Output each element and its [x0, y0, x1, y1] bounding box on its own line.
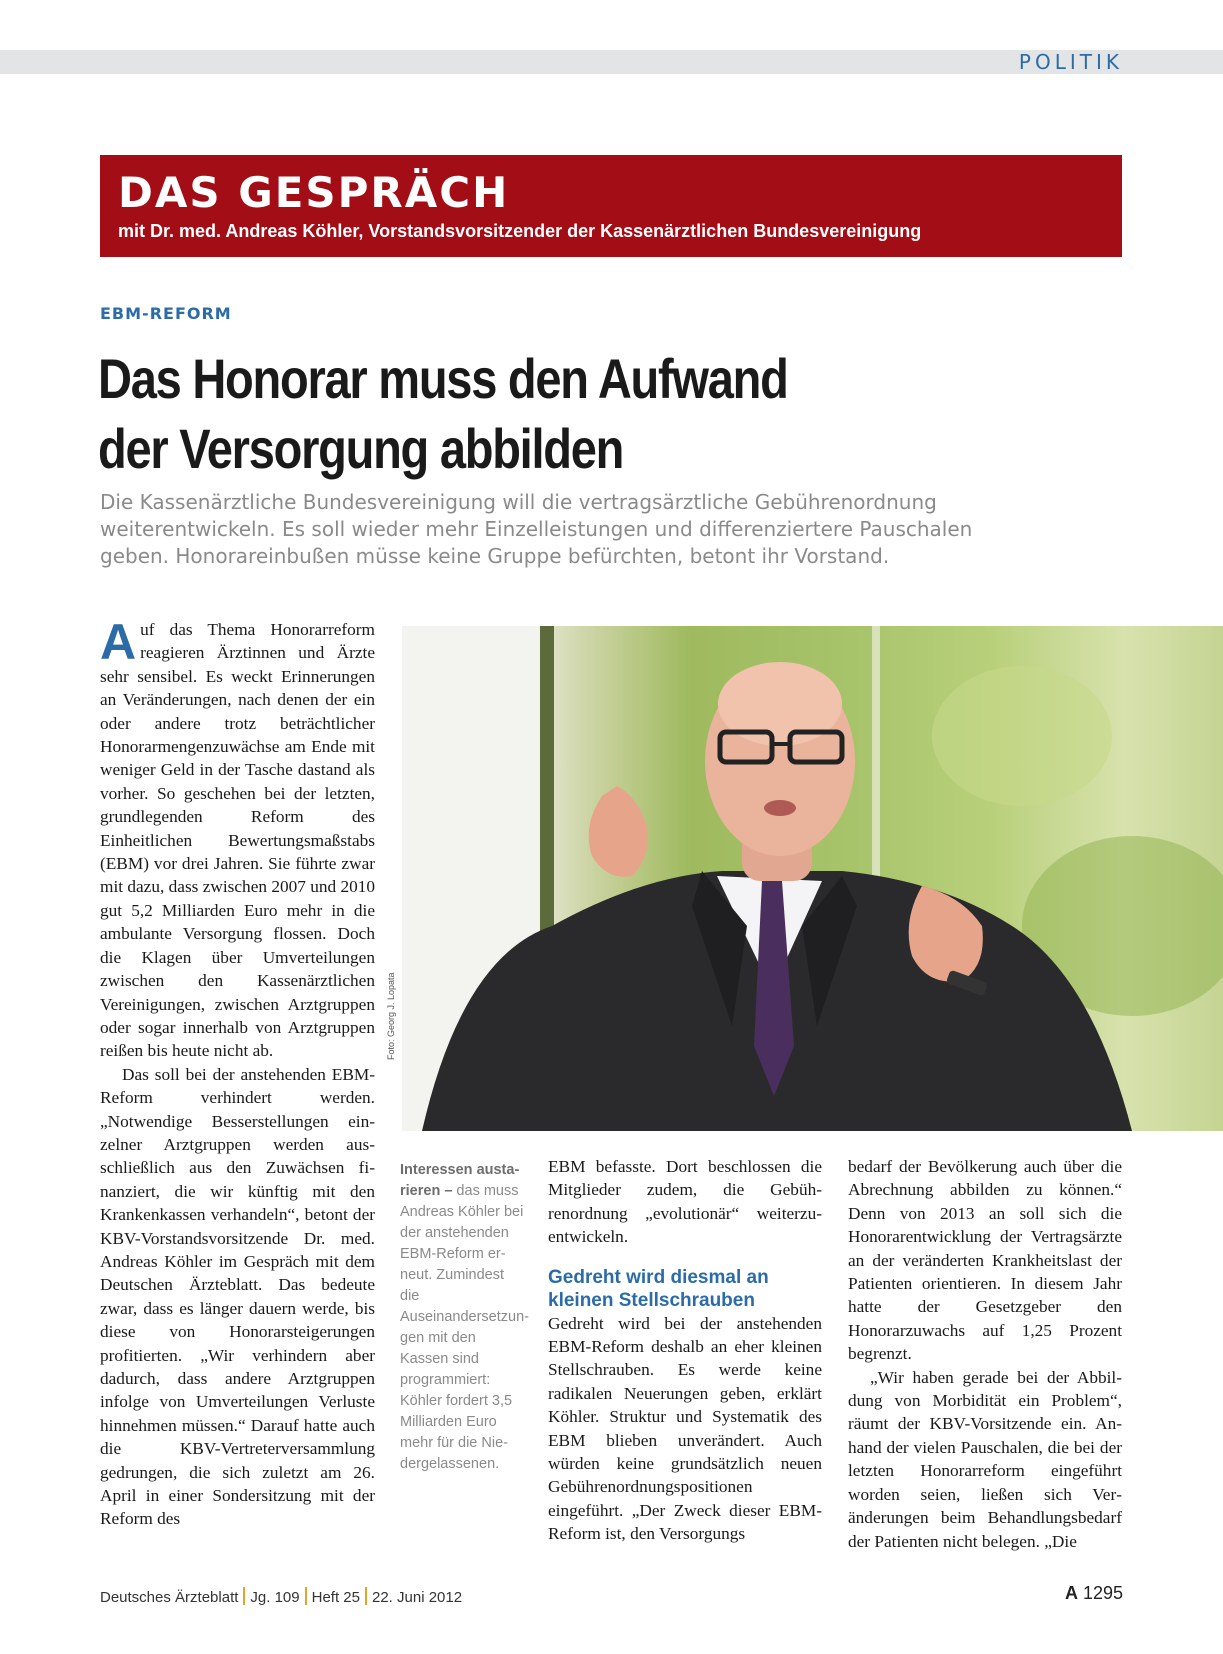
photo-credit: Foto: Georg J. Lopata: [386, 972, 396, 1060]
footer-divider: [365, 1587, 367, 1605]
page-prefix: A: [1064, 1583, 1078, 1603]
article-lede: Die Kassenärztliche Bundesvereinigung will die vertragsärztliche Gebührenordnung weiterentwickeln. Es soll wieder mehr Einzelleistungen und differenziertere Pauschalen geben. Honorareinbußen müsse keine Gruppe befürchten, betont ihr Vorstand.: [100, 490, 973, 568]
caption-lead: Interessen austarieren –: [400, 1162, 520, 1199]
paragraph: Das soll bei der anstehenden EBM-Reform verhindert werden. „Notwendige Besserstellungen einzelner Arztgruppen werden ausschließlich aus den Zuwächsen finanziert, die wir künftig mit den Krankenkassen verhandeln“, betont der KBV-Vorstandsvorsitzende Dr. med. Andreas Köhler im Gespräch mit dem Deutschen Ärzteblatt. Das bedeute zwar, dass es länger dauern werde, bis diese von Honorarsteigerungen profitierten. „Wir verhindern aber dadurch, dass andere Arztgruppen infolge von Umverteilungen Verluste hinnehmen müssen.“ Darauf hatte auch die KBV-Vertreterversammlung gedrungen, die sich zuletzt am 26. April in einer Sondersitzung mit der Reform des: [100, 1064, 375, 1529]
interview-banner: [100, 155, 1122, 257]
section-label: POLITIK: [1018, 50, 1123, 74]
text-column-1: [100, 614, 376, 1531]
text-column-3: [548, 1155, 822, 1546]
paragraph: bedarf der Bevölkerung auch über die Abrechnung abbilden zu können.“ Denn von 2013 an soll sich die Honorarentwicklung der Vertragsärzte an der veränderten Krankheitslast der Patienten orientieren. In diesem Jahr hatte der Gesetzgeber den Honorarzuwachs auf 1,25 Prozent begrenzt.: [848, 1157, 1122, 1364]
issue-date: 22. Juni 2012: [372, 1589, 463, 1606]
volume: Jg. 109: [250, 1589, 300, 1606]
paragraph: uf das Thema Honorarreform reagieren Ärztinnen und Ärzte sehr sensibel. Es weckt Erinnerungen an Veränderungen, nach denen der ein oder andere trotz beträchtlicher Honorarmengenzuwächse am Ende mit weniger Geld in der Tasche dastand als vorher. So geschehen bei der letzten, grundlegenden Reform des Einheitlichen Bewertungsmaßstabs (EBM) vor drei Jahren. Sie führte zwar mit dazu, dass zwischen 2007 und 2010 gut 5,2 Milliarden Euro mehr in die ambulante Versorgung flossen. Doch die Klagen über Umverteilungen zwischen den Kassenärztlichen Vereinigungen, zwischen Arztgruppen oder sogar innerhalb von Arztgruppen reißen bis heute nicht ab.: [100, 620, 376, 1061]
issue: Heft 25: [311, 1589, 360, 1606]
banner-subtitle: mit Dr. med. Andreas Köhler, Vorstandsvorsitzender der Kassenärztlichen Bundesvereinigung: [118, 221, 922, 241]
footer-divider: [305, 1587, 307, 1605]
paragraph: EBM befasste. Dort beschlossen die Mitglieder zudem, die Gebührenordnung „evolutionär“ weiterzuentwickeln.: [548, 1157, 822, 1247]
headline-line-1: Das Honorar muss den Aufwand: [98, 347, 788, 410]
footer-divider: [243, 1587, 245, 1605]
drop-cap: A: [100, 614, 137, 670]
page-number: [1065, 1583, 1123, 1604]
banner-title: DAS GESPRÄCH: [118, 168, 510, 217]
caption-text: das muss Andreas Köhler bei der anstehenden EBM-Reform erneut. Zumindest die Auseinandersetzungen mit den Kassen sind programmiert: Köhler fordert 3,5 Milliarden Euro mehr für die Niedergelassenen.: [400, 1183, 529, 1472]
paragraph: „Wir haben gerade bei der Abbildung von Morbidität ein Problem“, räumt der KBV-Vorsitzende ein. Anhand der vielen Pauschalen, die bei der letzten Honorarreform eingeführt worden seien, ließen sich Veränderungen beim Behandlungsbedarf der Patienten nicht belegen. „Die: [848, 1367, 1122, 1551]
headline-line-2: der Versorgung abbilden: [98, 417, 624, 480]
article-headline: [98, 344, 854, 484]
photo-caption: [400, 1160, 529, 1475]
text-column-4: [848, 1155, 1122, 1553]
publication-name: Deutsches Ärzteblatt: [100, 1589, 239, 1606]
article-kicker: EBM-REFORM: [100, 304, 232, 323]
portrait-photo: [402, 626, 1223, 1131]
portrait-illustration: [402, 626, 1223, 1131]
paragraph: Gedreht wird bei der anstehenden EBM-Reform deshalb an eher kleinen Stellschrauben. Es werde keine radikalen Neuerungen geben, erklärt Köhler. Struktur und Systematik des EBM blieben unverändert. Auch würden keine grundsätzlich neuen Gebührenordnungspositionen eingeführt. „Der Zweck dieser EBM-Reform ist, den Versorgungs: [548, 1313, 822, 1544]
page-footer: [100, 1587, 462, 1606]
page-number-value: 1295: [1082, 1583, 1123, 1603]
article-subheading: Gedreht wird diesmal an kleinen Stellschrauben: [548, 1266, 769, 1311]
